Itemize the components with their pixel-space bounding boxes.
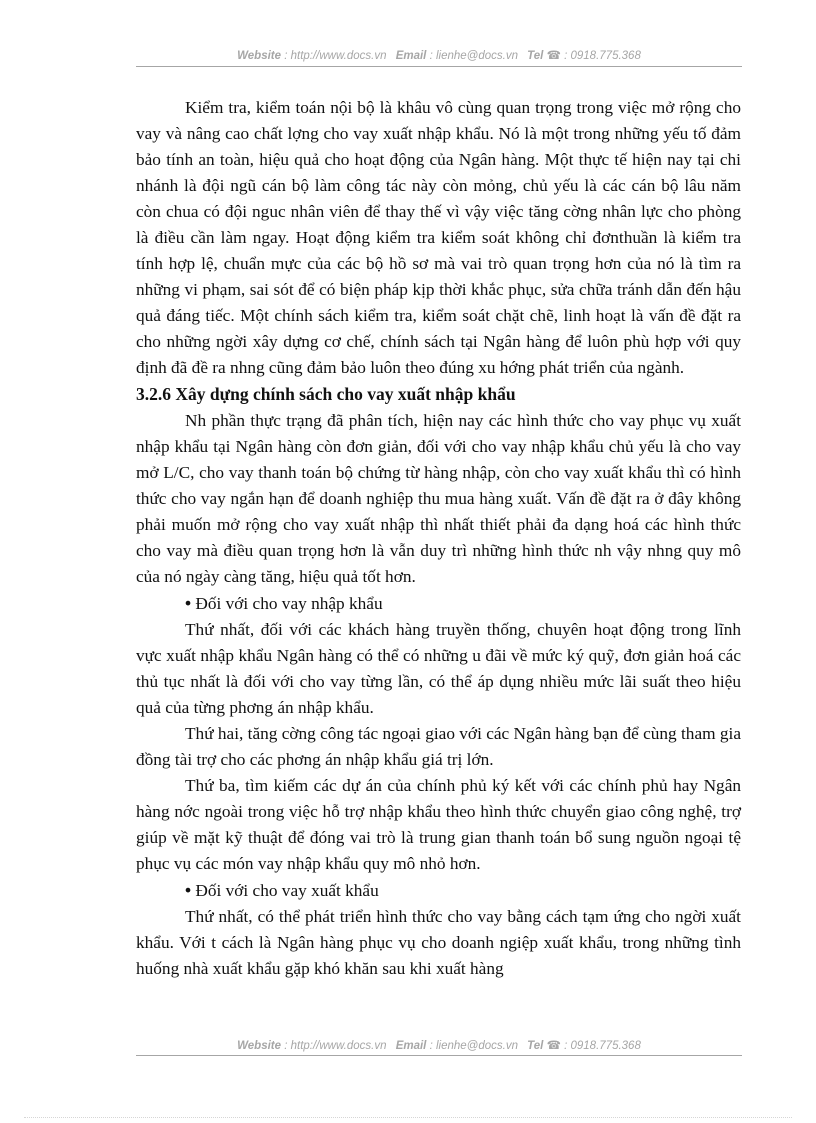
email-label: Email bbox=[395, 1040, 427, 1052]
website-url: : http://www.docs.vn bbox=[284, 50, 387, 62]
page-header bbox=[136, 48, 742, 62]
bullet-export-label: Đối với cho vay xuất khẩu bbox=[195, 881, 379, 900]
section-heading: 3.2.6 Xây dựng chính sách cho vay xuất nhập khẩu bbox=[136, 384, 516, 404]
phone-icon: ☎ bbox=[546, 1040, 561, 1052]
bullet-import bbox=[136, 590, 741, 617]
paragraph-export-first: Thứ nhất, có thể phát triển hình thức cho vay bằng cách tạm ứng cho ngời xuất khẩu. Với t cách là Ngân hàng phục vụ cho doanh ngiệp xuất khẩu, trong những tình huống nhà xuất khẩu gặp khó khăn sau khi xuất hàng bbox=[136, 907, 741, 978]
bullet-export bbox=[136, 877, 741, 904]
website-label: Website bbox=[237, 1040, 282, 1052]
bullet-dot: • bbox=[185, 593, 192, 613]
tel-label: Tel bbox=[527, 50, 544, 62]
tel-number: : 0918.775.368 bbox=[564, 1040, 641, 1052]
document-body bbox=[136, 95, 741, 982]
bullet-import-label: Đối với cho vay nhập khẩu bbox=[195, 594, 383, 613]
page-break-line bbox=[24, 1117, 792, 1118]
tel-label: Tel bbox=[527, 1040, 544, 1052]
email-label: Email bbox=[395, 50, 427, 62]
tel-number: : 0918.775.368 bbox=[564, 50, 641, 62]
paragraph-import-first: Thứ nhất, đối với các khách hàng truyền thống, chuyên hoạt động trong lĩnh vực xuất nhập khẩu Ngân hàng có thể có những u đãi về mức ký quỹ, đơn giản hoá các thủ tục nhất là đối với cho vay từng lần, có thể áp dụng nhiều mức lãi suất theo hiệu quả của từng phơng án nhập khẩu. bbox=[136, 620, 741, 717]
email-address: : lienhe@docs.vn bbox=[429, 50, 518, 62]
header-rule bbox=[136, 66, 742, 67]
website-label: Website bbox=[237, 50, 282, 62]
bullet-dot: • bbox=[185, 880, 192, 900]
paragraph-import-second: Thứ hai, tăng cờng công tác ngoại giao với các Ngân hàng bạn để cùng tham gia đồng tài trợ cho các phơng án nhập khẩu giá trị lớn. bbox=[136, 724, 741, 769]
paragraph-audit: Kiểm tra, kiểm toán nội bộ là khâu vô cùng quan trọng trong việc mở rộng cho vay và nâng cao chất lợng cho vay xuất nhập khẩu. Nó là một trong những yếu tố đảm bảo tính an toàn, hiệu quả cho hoạt động của Ngân hàng. Một thực tế hiện nay tại chi nhánh là đội ngũ cán bộ làm công tác này còn mỏng, chủ yếu là các cán bộ lâu năm còn chua có đội nguc nhân viên để thay thế vì vậy việc tăng cờng nhân lực cho phòng là điều cần làm ngay. Hoạt động kiểm tra kiểm soát không chỉ đơnthuần là kiểm tra tính hợp lệ, chuẩn mực của các bộ hồ sơ mà vai trò quan trọng hơn của nó là tìm ra những vi phạm, sai sót để có biện pháp kịp thời khắc phục, sửa chữa tránh dẫn đến hậu quả đáng tiếc. Một chính sách kiểm tra, kiểm soát chặt chẽ, linh hoạt là vấn đề đặt ra cho những ngời xây dựng cơ chế, chính sách tại Ngân hàng để luôn phù hợp với quy định đã đề ra nhng cũng đảm bảo luôn theo đúng xu hớng phát triển của ngành. bbox=[136, 98, 741, 377]
paragraph-import-third: Thứ ba, tìm kiếm các dự án của chính phủ ký kết với các chính phủ hay Ngân hàng nớc ngoài trong việc hỗ trợ nhập khẩu theo hình thức chuyển giao công nghệ, trợ giúp về mặt kỹ thuật để đóng vai trò là trung gian thanh toán bổ sung nguồn ngoại tệ phục vụ các món vay nhập khẩu quy mô nhỏ hơn. bbox=[136, 776, 741, 873]
email-address: : lienhe@docs.vn bbox=[429, 1040, 518, 1052]
footer-rule bbox=[136, 1055, 742, 1056]
paragraph-current-state: Nh phần thực trạng đã phân tích, hiện nay các hình thức cho vay phục vụ xuất nhập khẩu tại Ngân hàng còn đơn giản, đối với cho vay nhập khẩu chủ yếu là cho vay mở L/C, cho vay thanh toán bộ chứng từ hàng nhập, còn cho vay xuất khẩu thì có hình thức cho vay ngắn hạn để doanh nghiệp thu mua hàng xuất. Vấn đề đặt ra ở đây không phải muốn mở rộng cho vay xuất nhập thì nhất thiết phải đa dạng hoá các hình thức cho vay mà điều quan trọng hơn là vẫn duy trì những hình thức nh vậy nhng quy mô của nó ngày càng tăng, hiệu quả tốt hơn. bbox=[136, 411, 741, 586]
page-footer bbox=[136, 1038, 742, 1052]
phone-icon: ☎ bbox=[546, 50, 561, 62]
website-url: : http://www.docs.vn bbox=[284, 1040, 387, 1052]
